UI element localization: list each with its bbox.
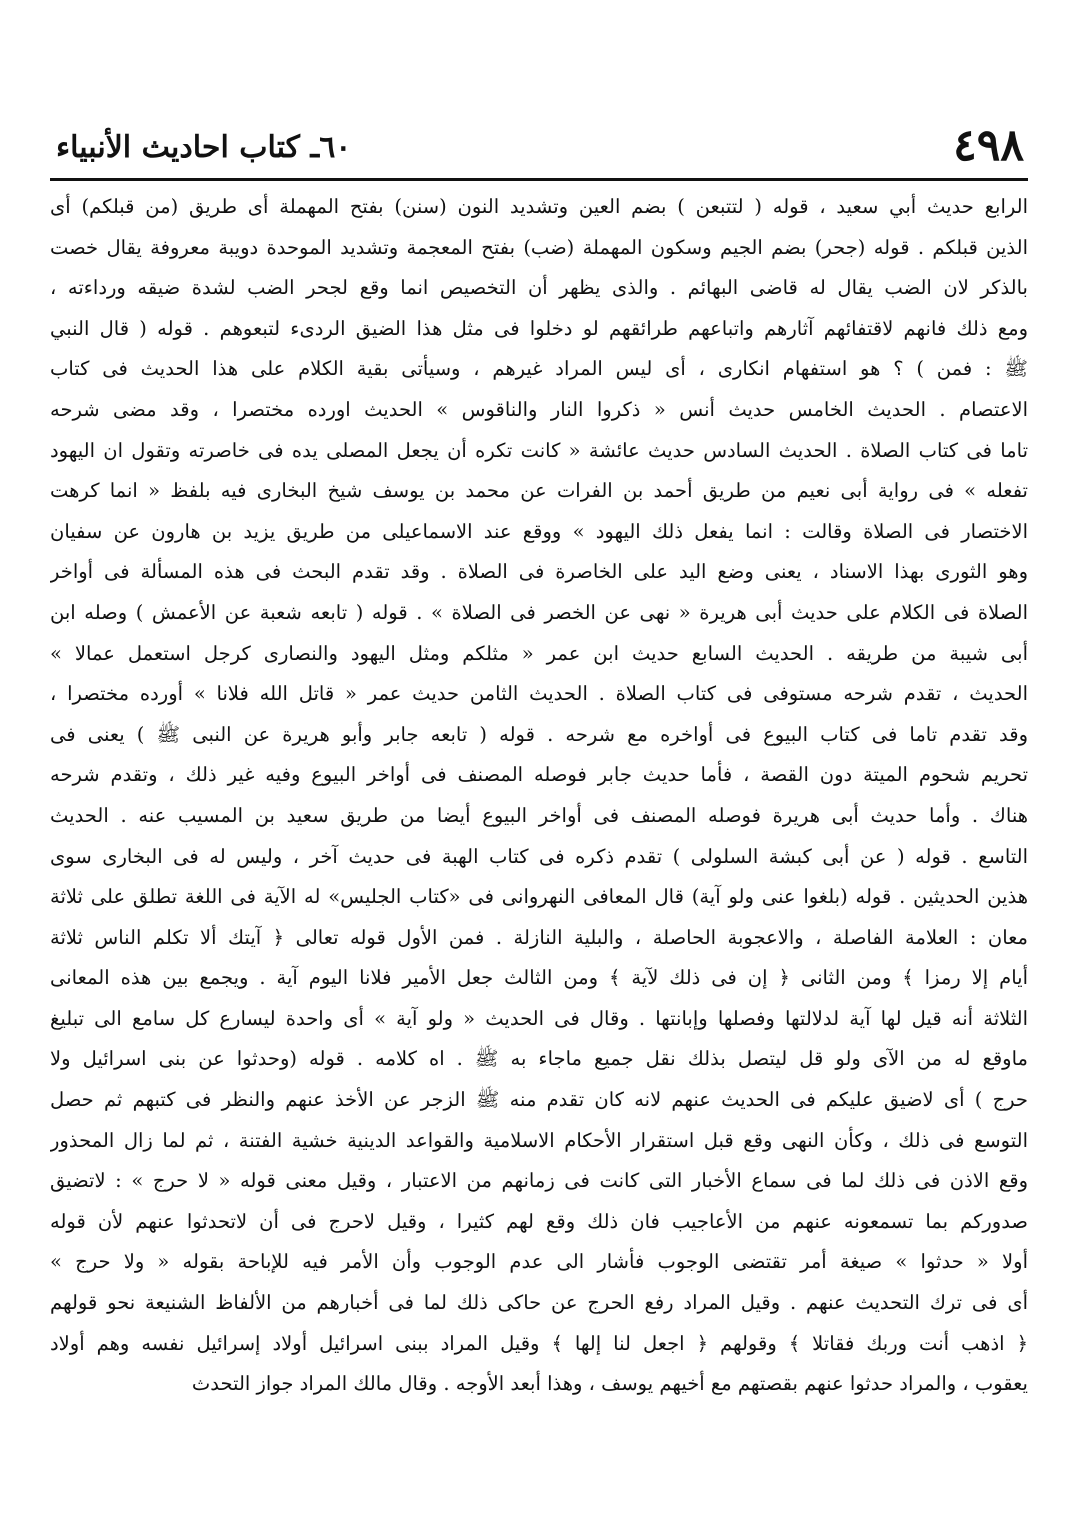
text-line: الثلاثة أنه قيل لها آية لدلالتها وفصلها وإبانتها . وقال فى الحديث « ولو آية » أى واحدة ليسارع كل سامع الى تبليغ bbox=[50, 1006, 1028, 1030]
text-line: وقد تقدم تاما فى كتاب البيوع فى أواخره مع شرحه . قوله ( تابعه جابر وأبو هريرة عن النبى ﷺ ) يعنى فى bbox=[50, 722, 1028, 746]
text-line: أبى شيبة من طريقه . الحديث السابع حديث ابن عمر « مثلكم ومثل اليهود والنصارى كرجل استعمل عمالا » bbox=[50, 641, 1028, 665]
text-line: الاعتصام . الحديث الخامس حديث أنس « ذكروا النار والناقوس » الحديث اورده مختصرا ، وقد مضى شرحه bbox=[50, 397, 1028, 421]
text-line: ﷺ : فمن ) ؟ هو استفهام انكارى ، أى ليس المراد غيرهم ، وسيأتى بقية الكلام على هذا الحديث فى كتاب bbox=[50, 357, 1028, 381]
text-line: ومع ذلك فانهم لاقتفائهم آثارهم واتباعهم طرائقهم لو دخلوا فى مثل هذا الضيق الردىء لتبعوهم . قوله ( قال النبي bbox=[50, 316, 1028, 340]
text-line: الصلاة فى الكلام على حديث أبى هريرة « نهى عن الخصر فى الصلاة » . قوله ( تابعه شعبة عن الأعمش ) وصله ابن bbox=[50, 600, 1028, 624]
text-line: الرابع حديث أبي سعيد ، قوله ( لتتبعن ) بضم العين وتشديد النون (سنن) بفتح المهملة أى طريق (من قبلكم) أى bbox=[50, 195, 1028, 218]
text-line: وهو الثورى بهذا الاسناد ، يعنى وضع اليد على الخاصرة فى الصلاة . وقد تقدم البحث فى هذه المسألة فى أواخر bbox=[50, 560, 1028, 584]
text-line: تاما فى كتاب الصلاة . الحديث السادس حديث عائشة « كانت تكره أن يجعل المصلى يده فى خاصرته وتقول ان اليهود bbox=[50, 438, 1028, 462]
text-line: هناك . وأما حديث أبى هريرة فوصله المصنف فى أواخر البيوع أيضا من طريق سعيد بن المسيب عنه . الحديث bbox=[50, 803, 1028, 827]
text-line: أى فى ترك التحديث عنهم . وقيل المراد رفع الحرج عن حاكى ذلك لما فى أخبارهم من الألفاظ الشنيعة نحو قولهم bbox=[50, 1291, 1028, 1315]
text-line: التاسع . قوله ( عن أبى كبشة السلولى ) تقدم ذكره فى كتاب الهبة فى حديث آخر ، وليس له فى البخارى سوى bbox=[50, 844, 1028, 868]
text-line: الحديث ، تقدم شرحه مستوفى فى كتاب الصلاة . الحديث الثامن حديث عمر « قاتل الله فلانا » أورده مختصرا ، bbox=[50, 682, 1028, 706]
text-line: معان : العلامة الفاصلة ، والاعجوبة الحاصلة ، والبلية النازلة . فمن الأول قوله تعالى ﴿ آيتك ألا تكلم الناس ثلاثة bbox=[50, 925, 1028, 949]
body-text bbox=[50, 187, 1028, 1405]
text-line: تحريم شحوم الميتة دون القصة ، فأما حديث جابر فوصله المصنف فى أواخر البيوع وفيه غير ذلك ، وتقدم شرحه bbox=[50, 763, 1028, 787]
chapter-title: ٦٠ـ كتاب احاديث الأنبياء bbox=[56, 130, 352, 165]
running-head bbox=[50, 118, 1028, 181]
book-page bbox=[50, 118, 1028, 1478]
text-line: حرج ) أى لاضيق عليكم فى الحديث عنهم لانه كان تقدم منه ﷺ الزجر عن الأخذ عنهم والنظر فى كتبهم ثم حصل bbox=[50, 1088, 1028, 1112]
text-line: ﴿ اذهب أنت وربك فقاتلا ﴾ وقولهم ﴿ اجعل لنا إلها ﴾ وقيل المراد ببنى اسرائيل أولاد إسرائيل نفسه وهم أولاد bbox=[50, 1331, 1028, 1355]
text-line: يعقوب ، والمراد حدثوا عنهم بقصتهم مع أخيهم يوسف ، وهذا أبعد الأوجه . وقال مالك المراد جواز التحدث bbox=[191, 1372, 1028, 1396]
text-line: هذين الحديثين . قوله (بلغوا عنى ولو آية) قال المعافى النهروانى فى «كتاب الجليس» له الآية فى اللغة تطلق على ثلاثة bbox=[50, 885, 1028, 909]
text-line: الذين قبلكم . قوله (جحر) بضم الجيم وسكون المهملة (ضب) بفتح المعجمة وتشديد الموحدة دويبة معروفة يقال خصت bbox=[50, 235, 1028, 259]
text-line: تفعله » فى رواية أبى نعيم من طريق أحمد بن الفرات عن محمد بن يوسف شيخ البخارى فيه بلفظ « انما كرهت bbox=[50, 479, 1028, 503]
text-line: صدوركم بما تسمعونه عنهم من الأعاجيب فان ذلك وقع لهم كثيرا ، وقيل لاحرج فى أن لاتحدثوا عنهم لأن قوله bbox=[50, 1209, 1028, 1233]
text-line: وقع الاذن فى ذلك لما فى سماع الأخبار التى كانت فى زمانهم من الاعتبار ، وقيل معنى قوله « لا حرج » : لاتضيق bbox=[50, 1169, 1028, 1193]
text-line: أيام إلا رمزا ﴾ ومن الثانى ﴿ إن فى ذلك لآية ﴾ ومن الثالث جعل الأمير فلانا اليوم آية . ويجمع بين هذه المعانى bbox=[50, 966, 1028, 990]
text-line: الاختصار فى الصلاة وقالت : انما يفعل ذلك اليهود » ووقع عند الاسماعيلى من طريق يزيد بن هارون عن سفيان bbox=[50, 519, 1028, 543]
text-line: التوسع فى ذلك ، وكأن النهى وقع قبل استقرار الأحكام الاسلامية والقواعد الدينية خشية الفتنة ، ثم لما زال المحذور bbox=[50, 1128, 1028, 1152]
text-line: ماوقع له من الآى ولو قل ليتصل بذلك نقل جميع ماجاء به ﷺ . اه كلامه . قوله (وحدثوا عن بنى اسرائيل ولا bbox=[50, 1047, 1028, 1071]
page-number: ٤٩٨ bbox=[953, 120, 1024, 171]
text-line: أولا « حدثوا » صيغة أمر تقتضى الوجوب فأشار الى عدم الوجوب وأن الأمر فيه للإباحة بقوله « ولا حرج » bbox=[50, 1250, 1028, 1274]
text-line: بالذكر لان الضب يقال له قاضى البهائم . والذى يظهر أن التخصيص انما وقع لجحر الضب لشدة ضيقه ورداءته ، bbox=[50, 276, 1028, 300]
